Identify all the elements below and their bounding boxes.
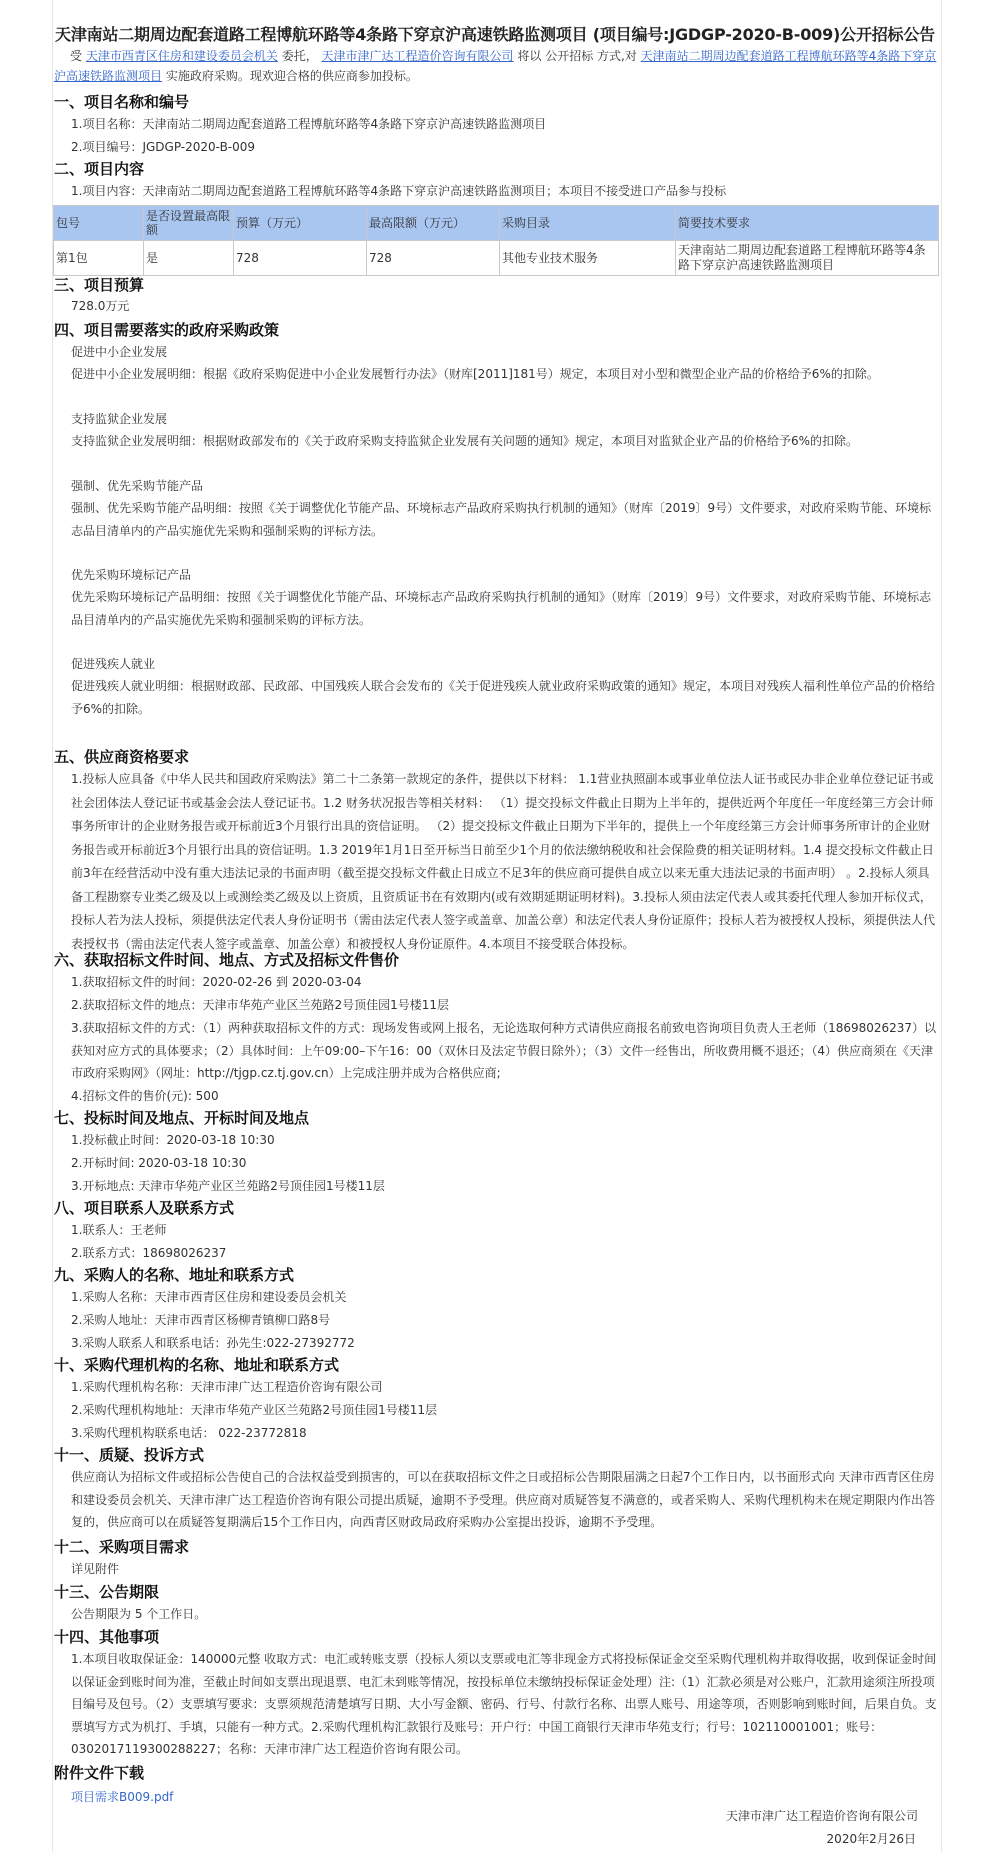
- section-heading-10: 十、采购代理机构的名称、地址和联系方式: [54, 1356, 340, 1374]
- section-heading-1: 一、项目名称和编号: [54, 93, 190, 111]
- table-header-row: [54, 206, 939, 241]
- opening-place: 3.开标地点: 天津市华苑产业区兰苑路2号顶佳园1号楼11层: [71, 1179, 385, 1193]
- policy-title: 促进残疾人就业: [71, 657, 156, 671]
- section-heading-12: 十二、采购项目需求: [54, 1538, 190, 1556]
- complaint-text: 供应商认为招标文件或招标公告使自己的合法权益受到损害的，可以在获取招标文件之日或招标公告期限届满之日起7个工作日内，以书面形式向 天津市西青区住房和建设委员会机关、天津市津广达工程造价咨询有限公司提出质疑，逾期不予受理。供应商对质疑答复不满意的，或者采购人、采购代理机构未在规定期限内作出答复的，供应商可以在质疑答复期满后15个工作日内，向西青区财政局政府采购办公室提出投诉，逾期不予受理。: [71, 1470, 936, 1529]
- contact-phone: 2.联系方式：18698026237: [71, 1246, 227, 1260]
- section-heading-13: 十三、公告期限: [54, 1583, 160, 1601]
- policy-detail: 支持监狱企业发展明细：根据财政部发布的《关于政府采购支持监狱企业发展有关问题的通知》规定，本项目对监狱企业产品的价格给予6%的扣除。: [71, 434, 859, 448]
- supplier-qualifications: 1.投标人应具备《中华人民共和国政府采购法》第二十二条第一款规定的条件，提供以下材料： 1.1营业执照副本或事业单位法人证书或民办非企业单位登记证书或社会团体法人登记证书或基金会法人登记证书。1.2 财务状况报告等相关材料： （1）提交投标文件截止日期为上半年的，提供近两个年度任一年度经第三方会计师事务所审计的企业财务报告或开标前近3个月银行出具的资信证明。 （2）提交投标文件截止日期为下半年的，提供上一个年度经第三方会计师事务所审计的企业财务报告或开标前近3个月银行出具的资信证明。1.3 2019年1月1日至开标当日前至少1个月的依法缴纳税收和社会保险费的相关证明材料。1.4 提交投标文件截止日前3年在经营活动中没有重大违法记录的书面声明（截至提交投标文件截止日成立不足3年的供应商可提供自成立以来无重大违法记录的书面声明） 。2.投标人须具备工程勘察专业类乙级及以上或测绘类乙级及以上资质，且资质证书在有效期内(或有效期延期证明材料)。3.投标人须由法定代表人或其委托代理人参加开标仪式，投标人若为法人投标，须提供法定代表人身份证明书（需由法定代表人签字或盖章、加盖公章）和法定代表人身份证原件；投标人若为被授权人投标，须提供法人代表授权书（需由法定代表人签字或盖章、加盖公章）和被授权人身份证原件。4.本项目不接受联合体投标。: [71, 772, 936, 951]
- table-header-cell: 最高限额（万元）: [367, 206, 500, 241]
- table-header-cell: 是否设置最高限额: [144, 206, 234, 241]
- policy-detail: 促进残疾人就业明细：根据财政部、民政部、中国残疾人联合会发布的《关于促进残疾人就业政府采购政策的通知》规定，本项目对残疾人福利性单位产品的价格给予6%的扣除。: [71, 679, 936, 716]
- attachment-heading: 附件文件下载: [54, 1764, 145, 1782]
- section-heading-2: 二、项目内容: [54, 160, 145, 178]
- section-heading-11: 十一、质疑、投诉方式: [54, 1446, 205, 1464]
- project-content: 1.项目内容：天津南站二期周边配套道路工程博航环路等4条路下穿京沪高速铁路监测项目；本项目不接受进口产品参与投标: [71, 184, 727, 198]
- package-table: [53, 205, 939, 276]
- section-heading-14: 十四、其他事项: [54, 1628, 160, 1646]
- attachment-link[interactable]: 项目需求B009.pdf: [71, 1790, 174, 1804]
- doc-time: 1.获取招标文件的时间：2020-02-26 到 2020-03-04: [71, 975, 362, 989]
- policy-title: 支持监狱企业发展: [71, 412, 168, 426]
- agency-name: 1.采购代理机构名称：天津市津广达工程造价咨询有限公司: [71, 1380, 383, 1394]
- policy-detail: 促进中小企业发展明细：根据《政府采购促进中小企业发展暂行办法》（财库[2011]181号）规定，本项目对小型和微型企业产品的价格给予6%的扣除。: [71, 367, 879, 381]
- section-heading-4: 四、项目需要落实的政府采购政策: [54, 321, 280, 339]
- opening-time: 2.开标时间: 2020-03-18 10:30: [71, 1156, 247, 1170]
- purchaser-name: 1.采购人名称：天津市西青区住房和建设委员会机关: [71, 1290, 347, 1304]
- agency-phone: 3.采购代理机构联系电话： 022-23772818: [71, 1426, 307, 1440]
- agency-link[interactable]: 天津市津广达工程造价咨询有限公司: [321, 49, 514, 63]
- intro-paragraph: 受 天津市西青区住房和建设委员会机关 委托， 天津市津广达工程造价咨询有限公司 将以 公开招标 方式,对 天津南站二期周边配套道路工程博航环路等4条路下穿京沪高速铁路监测项目 实施政府采购。现欢迎合格的供应商参加投标。: [54, 49, 937, 83]
- signature-date: 2020年2月26日: [826, 1832, 916, 1846]
- section-heading-5: 五、供应商资格要求: [54, 748, 190, 766]
- table-header-cell: 采购目录: [500, 206, 676, 241]
- policy-title: 优先采购环境标记产品: [71, 568, 192, 582]
- bid-deadline: 1.投标截止时间：2020-03-18 10:30: [71, 1133, 275, 1147]
- doc-method: 3.获取招标文件的方式：（1）两种获取招标文件的方式：现场发售或网上报名，无论选取何种方式请供应商报名前致电咨询项目负责人王老师（18698026237）以获知对应方式的具体要求；（2）具体时间：上午09:00–下午16：00（双休日及法定节假日除外）；（3）文件一经售出，所收费用概不退还；（4）供应商须在《天津市政府采购网》（网址：http://tjgp.cz.tj.gov.cn）上完成注册并成为合格供应商;: [71, 1021, 937, 1080]
- doc-place: 2.获取招标文件的地点：天津市华苑产业区兰苑路2号顶佳园1号楼11层: [71, 998, 449, 1012]
- agency-address: 2.采购代理机构地址：天津市华苑产业区兰苑路2号顶佳园1号楼11层: [71, 1403, 437, 1417]
- signature-org: 天津市津广达工程造价咨询有限公司: [725, 1809, 918, 1823]
- section-heading-9: 九、采购人的名称、地址和联系方式: [54, 1266, 295, 1284]
- requirements-text: 详见附件: [71, 1562, 120, 1576]
- project-name: 1.项目名称：天津南站二期周边配套道路工程博航环路等4条路下穿京沪高速铁路监测项目: [71, 117, 547, 131]
- section-heading-7: 七、投标时间及地点、开标时间及地点: [54, 1109, 310, 1127]
- section-heading-6: 六、获取招标文件时间、地点、方式及招标文件售价: [54, 951, 400, 969]
- policy-title: 促进中小企业发展: [71, 345, 168, 359]
- table-cell: 是: [144, 241, 234, 276]
- project-number: 2.项目编号：JGDGP-2020-B-009: [71, 140, 256, 154]
- policy-detail: 优先采购环境标记产品明细：按照《关于调整优化节能产品、环境标志产品政府采购执行机制的通知》（财库〔2019〕9号）文件要求，对政府采购节能、环境标志品目清单内的产品实施优先采购和强制采购的评标方法。: [71, 590, 932, 627]
- section-heading-8: 八、项目联系人及联系方式: [54, 1199, 235, 1217]
- budget-value: 728.0万元: [71, 299, 130, 313]
- table-header-cell: 预算（万元）: [234, 206, 367, 241]
- other-matters: 1.本项目收取保证金：140000元整 收取方式：电汇或转账支票（投标人须以支票或电汇等非现金方式将投标保证金交至采购代理机构并取得收据，收到保证金时间以保证金到账时间为准，至截止时间如支票出现退票、电汇未到账等情况，按投标单位未缴纳投标保证金处理）注:（1）汇款必须是对公账户，汇款用途须注所投项目编号及包号。（2）支票填写要求：支票须规范清楚填写日期、大小写金额、密码、行号、付款行名称、出票人账号、用途等项，否则影响到账时间，后果自负。支票填写方式为机打、手填，只能有一种方式。2.采购代理机构汇款银行及账号：开户行：中国工商银行天津市华苑支行；行号：102110001001；账号：0302017119300288227；名称：天津市津广达工程造价咨询有限公司。: [71, 1652, 937, 1756]
- table-row: [54, 241, 939, 276]
- policy-title: 强制、优先采购节能产品: [71, 479, 204, 493]
- table-cell: 728: [367, 241, 500, 276]
- page-title: 天津南站二期周边配套道路工程博航环路等4条路下穿京沪高速铁路监测项目 (项目编号:JGDGP-2020-B-009)公开招标公告: [55, 25, 935, 44]
- purchaser-contact: 3.采购人联系人和联系电话：孙先生:022-27392772: [71, 1336, 355, 1350]
- table-cell: 第1包: [54, 241, 144, 276]
- table-header-cell: 简要技术要求: [676, 206, 939, 241]
- table-cell: 其他专业技术服务: [500, 241, 676, 276]
- project-link[interactable]: 天津南站二期周边配套道路工程博航环路等4条路下穿京沪高速铁路监测项目: [54, 49, 937, 83]
- table-header-cell: 包号: [54, 206, 144, 241]
- table-cell: 728: [234, 241, 367, 276]
- table-cell: 天津南站二期周边配套道路工程博航环路等4条路下穿京沪高速铁路监测项目: [676, 241, 939, 276]
- contact-person: 1.联系人：王老师: [71, 1223, 167, 1237]
- purchaser-address: 2.采购人地址：天津市西青区杨柳青镇柳口路8号: [71, 1313, 331, 1327]
- doc-price: 4.招标文件的售价(元): 500: [71, 1089, 219, 1103]
- section-heading-3: 三、项目预算: [54, 276, 145, 294]
- notice-period: 公告期限为 5 个工作日。: [71, 1607, 207, 1621]
- policy-detail: 强制、优先采购节能产品明细：按照《关于调整优化节能产品、环境标志产品政府采购执行机制的通知》（财库〔2019〕9号）文件要求，对政府采购节能、环境标志品目清单内的产品实施优先采购和强制采购的评标方法。: [71, 501, 932, 538]
- purchaser-link[interactable]: 天津市西青区住房和建设委员会机关: [85, 49, 278, 63]
